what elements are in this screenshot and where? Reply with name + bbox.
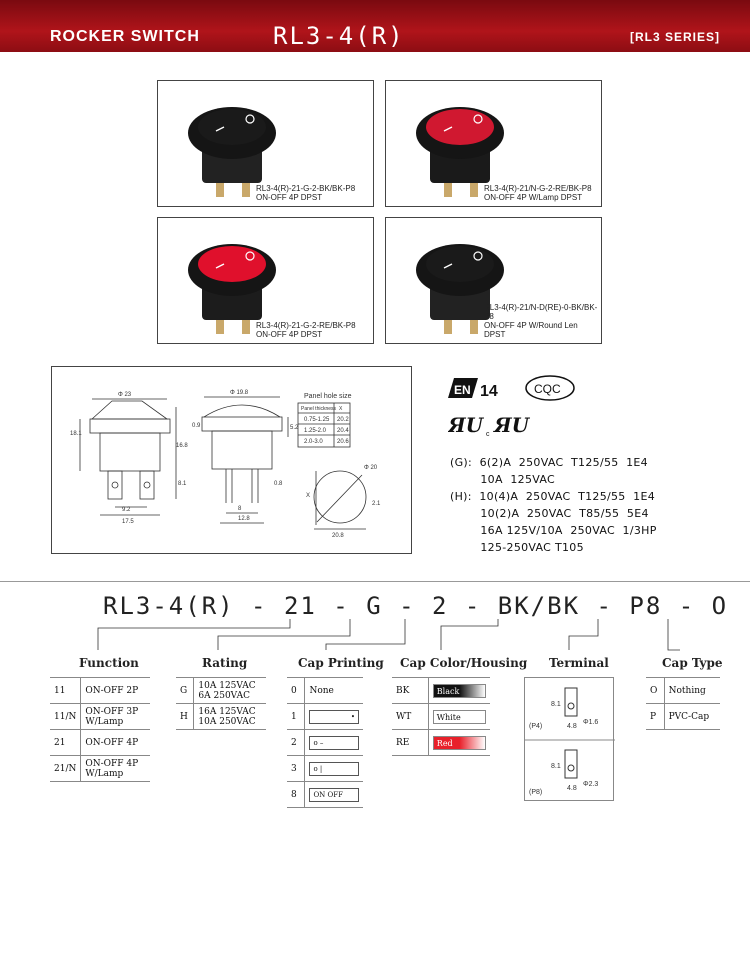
cell-line: 10A 125VAC — [198, 680, 256, 691]
dimension-label: 18.1 — [70, 431, 82, 437]
table-cell: None — [305, 678, 363, 704]
header-category: ROCKER SWITCH — [50, 28, 200, 45]
photo-description: ON-OFF 4P W/Lamp DPST — [484, 193, 583, 202]
terminal-height: 8.1 — [551, 763, 561, 770]
table-cell: ON-OFF 2P — [81, 678, 150, 704]
table-cell: Nothing — [664, 678, 720, 704]
table-cell: ON-OFF 3P W/Lamp — [81, 704, 150, 730]
dimension-label: 5.2 — [290, 425, 299, 431]
panel-header: Panel thickness — [301, 406, 337, 412]
terminal-width: 4.8 — [567, 785, 577, 792]
header-series: [RL3 SERIES] — [629, 30, 720, 44]
cap-print-symbol-icon: o – — [309, 736, 359, 750]
table-cell: 2 — [287, 730, 305, 756]
terminal-height: 8.1 — [551, 701, 561, 708]
table-row — [176, 678, 266, 704]
photo-description: ON-OFF 4P DPST — [256, 193, 323, 202]
table-cell: 11 — [50, 678, 81, 704]
dimension-label: Φ 20 — [364, 465, 378, 471]
table-row — [287, 782, 363, 808]
table-row — [392, 704, 490, 730]
table-cell: BK — [392, 678, 428, 704]
svg-text:14: 14 — [480, 383, 498, 400]
table-cell: ON-OFF 4P W/Lamp — [81, 756, 150, 782]
function-table — [50, 677, 150, 782]
table-cell: ON-OFF 4P — [81, 730, 150, 756]
table-row — [50, 730, 150, 756]
dimension-label: 16.8 — [176, 443, 188, 449]
table-cell — [194, 704, 266, 730]
dimension-label: Φ 19.8 — [230, 390, 249, 396]
table-cell — [194, 678, 266, 704]
table-row — [646, 678, 720, 704]
table-cell — [305, 756, 363, 782]
rating-line: (G): 6(2)A 250VAC T125/55 1E4 — [450, 456, 648, 469]
table-cell: 21/N — [50, 756, 81, 782]
terminal-diameter: Φ1.6 — [583, 719, 599, 726]
table-cell: 21 — [50, 730, 81, 756]
svg-text:EN: EN — [454, 383, 471, 397]
svg-text:c: c — [486, 431, 490, 438]
panel-hole-x: 20.4 — [337, 428, 349, 434]
panel-thickness: 0.75-1.25 — [304, 417, 330, 423]
panel-thickness: 2.0-3.0 — [304, 439, 323, 445]
section-function: Function — [79, 656, 139, 670]
svg-text:ЯU: ЯU — [494, 413, 530, 437]
table-row — [287, 756, 363, 782]
dimension-label: 9.2 — [122, 507, 131, 513]
table-cell: G — [176, 678, 194, 704]
panel-hole-x: 20.6 — [337, 439, 349, 445]
table-cell: 11/N — [50, 704, 81, 730]
panel-title: Panel hole size — [304, 393, 352, 400]
table-cell — [428, 678, 490, 704]
dimension-label: 2.1 — [372, 501, 381, 507]
photo-description: ON-OFF 4P DPST — [256, 330, 323, 339]
dimension-label: 20.8 — [332, 533, 344, 539]
table-cell: 1 — [287, 704, 305, 730]
section-cap-printing: Cap Printing — [298, 656, 384, 670]
rating-line: 10(2)A 250VAC T85/55 5E4 — [450, 507, 649, 520]
table-row — [50, 704, 150, 730]
terminal-svg — [525, 678, 615, 802]
photo-description: ON-OFF 4P W/Round Len DPST — [484, 321, 578, 339]
panel-hole-x: 20.2 — [337, 417, 349, 423]
table-cell: WT — [392, 704, 428, 730]
table-row — [50, 756, 150, 782]
rating-line: 125-250VAC T105 — [450, 541, 584, 554]
cell-line: 10A 250VAC — [198, 716, 256, 727]
rating-table — [176, 677, 266, 730]
table-cell: O — [646, 678, 664, 704]
section-cap-type: Cap Type — [662, 656, 723, 670]
table-cell — [305, 782, 363, 808]
terminal-type: (P8) — [529, 789, 543, 796]
rating-line: 16A 125V/10A 250VAC 1/3HP — [450, 524, 657, 537]
table-cell: H — [176, 704, 194, 730]
cap-print-symbol-icon: ON OFF — [309, 788, 359, 802]
svg-text:ЯU: ЯU — [448, 413, 484, 437]
table-cell — [305, 704, 363, 730]
photo-part-code: RL3-4(R)-21/N-G-2-RE/BK-P8 — [484, 184, 592, 193]
dimension-label: 8.1 — [178, 481, 187, 487]
table-cell: 3 — [287, 756, 305, 782]
table-row — [392, 730, 490, 756]
dimension-label: 0.8 — [274, 481, 283, 487]
cap-color-table — [392, 677, 490, 756]
part-number-code: RL3-4(R) - 21 - G - 2 - BK/BK - P8 - O — [103, 592, 729, 620]
panel-thickness: 1.25-2.0 — [304, 428, 327, 434]
section-rating: Rating — [202, 656, 248, 670]
table-cell: 8 — [287, 782, 305, 808]
table-cell: P — [646, 704, 664, 730]
rating-line: 10A 125VAC — [450, 473, 556, 486]
cell-line: 6A 250VAC — [198, 690, 250, 701]
table-cell: PVC-Cap — [664, 704, 720, 730]
header-model: RL3-4(R) — [273, 22, 405, 50]
dimension-label: 12.8 — [238, 516, 250, 522]
rating-line: (H): 10(4)A 250VAC T125/55 1E4 — [450, 490, 656, 503]
panel-header: X — [339, 406, 343, 412]
table-row — [646, 704, 720, 730]
table-cell — [305, 730, 363, 756]
section-cap-color: Cap Color/Housing — [400, 656, 528, 670]
dimension-label: 0.9 — [192, 423, 201, 429]
svg-text:CQC: CQC — [534, 382, 561, 396]
table-row — [287, 730, 363, 756]
table-row — [287, 678, 363, 704]
table-row — [392, 678, 490, 704]
color-swatch: Red — [433, 736, 486, 750]
table-cell — [428, 704, 490, 730]
photo-part-code: RL3-4(R)-21-G-2-RE/BK-P8 — [256, 321, 356, 330]
terminal-diagram — [524, 677, 614, 801]
cell-line: 16A 125VAC — [198, 706, 256, 717]
photo-part-code: RL3-4(R)-21-G-2-BK/BK-P8 — [256, 184, 356, 193]
cap-printing-table — [287, 677, 363, 808]
dimension-label: 8 — [238, 506, 242, 512]
table-row — [176, 704, 266, 730]
table-row — [287, 704, 363, 730]
cap-print-symbol-icon: o | — [309, 762, 359, 776]
dimension-label: X — [306, 493, 311, 499]
color-swatch: Black — [433, 684, 486, 698]
terminal-width: 4.8 — [567, 723, 577, 730]
cap-type-table — [646, 677, 720, 730]
terminal-type: (P4) — [529, 723, 543, 730]
terminal-diameter: Φ2.3 — [583, 781, 599, 788]
photo-part-code: RL3-4(R)-21/N-D(RE)-0-BK/BK-P8 — [484, 303, 598, 321]
table-cell: RE — [392, 730, 428, 756]
color-swatch: White — [433, 710, 486, 724]
table-cell: 0 — [287, 678, 305, 704]
table-cell — [428, 730, 490, 756]
section-terminal: Terminal — [549, 656, 609, 670]
cap-print-symbol-icon: • — [309, 710, 359, 724]
table-row — [50, 678, 150, 704]
dimension-label: Φ 23 — [118, 392, 132, 398]
dimension-label: 17.5 — [122, 519, 134, 525]
